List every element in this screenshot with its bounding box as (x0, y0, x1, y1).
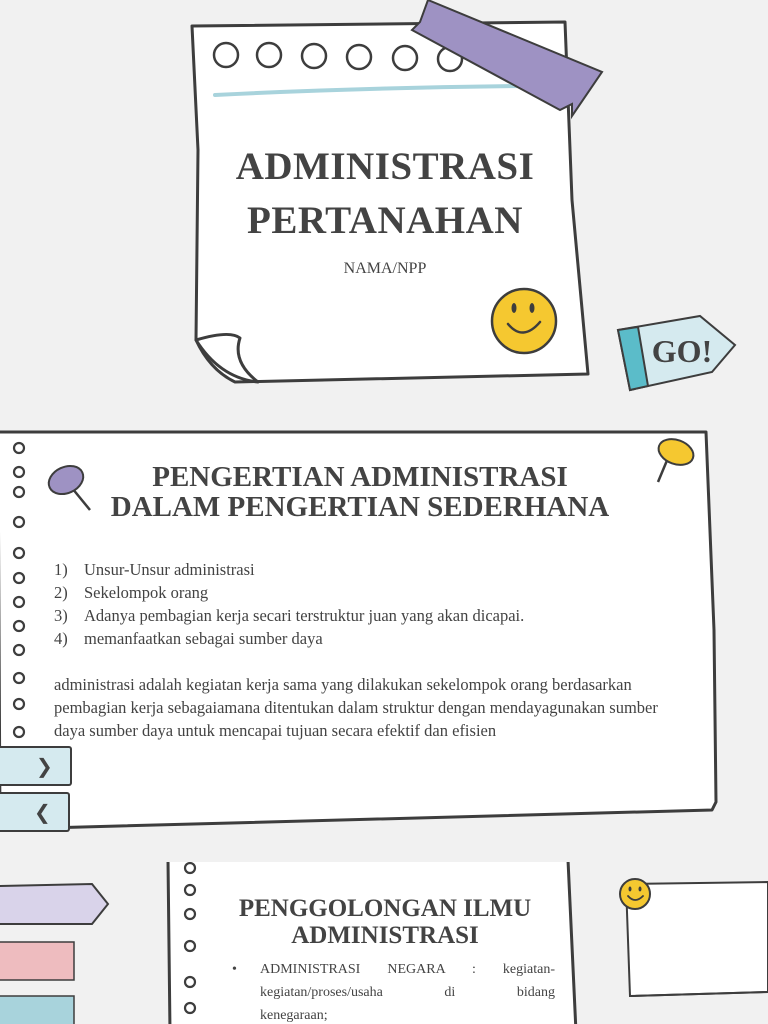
tab-marker-icon (0, 884, 108, 924)
title-line-1: ADMINISTRASI (235, 145, 535, 188)
title-line-2: ADMINISTRASI (291, 922, 479, 949)
definition-paragraph: administrasi adalah kegiatan kerja sama yang dilakukan sekelompok orang berdasarkan pembagian kerja sebagaiamana ditentukan dalam struktur dengan mendayagunakan sumber daya sumber daya untuk mencapai tujuan secara efektif dan efisien (54, 675, 658, 740)
element-list (54, 558, 654, 650)
bullet-dot-icon: • (232, 962, 237, 977)
slide1-title (210, 140, 560, 248)
slide3-title (205, 895, 565, 949)
slide2-title (40, 462, 680, 522)
title-line-1: PENGERTIAN ADMINISTRASI (152, 461, 568, 493)
title-line-2: DALAM PENGERTIAN SEDERHANA (110, 491, 610, 523)
slide1-subtitle: NAMA/NPP (343, 260, 427, 277)
slide-classification (0, 862, 768, 1024)
next-slide-button[interactable] (0, 746, 72, 786)
go-label: GO! (651, 333, 713, 369)
list-item: 1) Unsur-Unsur administrasi (54, 560, 255, 579)
go-button[interactable] (622, 316, 742, 386)
smiley-icon (492, 289, 556, 353)
slide-title (0, 0, 768, 418)
bullet-text-line-2: kenegaraan; (260, 1008, 328, 1023)
bullet-text-line-1: ADMINISTRASI NEGARA : kegiatan-kegiatan/proses/usaha di bidang (260, 962, 555, 1000)
list-item (232, 958, 555, 1024)
slide-definition (0, 430, 768, 848)
chevron-right-icon: ❯ (36, 754, 53, 778)
list-item: 2) Sekelompok orang (54, 583, 209, 602)
title-line-2: PERTANAHAN (247, 199, 523, 242)
chevron-left-icon: ❮ (34, 800, 51, 824)
smiley-icon (620, 879, 650, 909)
title-line-1: PENGGOLONGAN ILMU (238, 895, 532, 922)
list-item: 4) memanfaatkan sebagai sumber daya (54, 629, 323, 648)
list-item: 3) Adanya pembagian kerja secari terstruktur juan yang akan dicapai. (54, 606, 525, 625)
prev-slide-button[interactable] (0, 792, 70, 832)
